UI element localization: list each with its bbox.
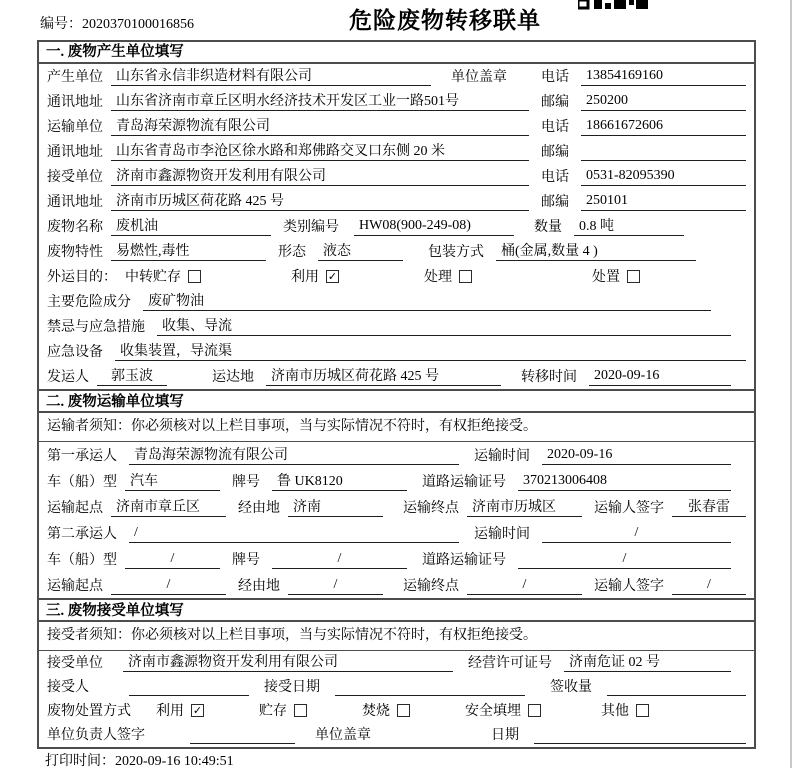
transport-time1-label: 运输时间: [474, 449, 530, 464]
waste-character-label: 废物特性: [47, 245, 103, 260]
accept-unit-value: 济南市鑫源物资开发利用有限公司: [123, 651, 453, 672]
transporter-sign2-label: 运输人签字: [594, 579, 664, 594]
route-end2-value: /: [467, 577, 582, 595]
vehicle-type2-label: 车（船）型: [47, 553, 117, 568]
page-edge-line: [790, 0, 792, 768]
receiver-zip-value: 250101: [581, 193, 746, 211]
emergency-equipment-row: [39, 339, 754, 364]
second-carrier-row: [39, 520, 754, 546]
accept-unit-row: [39, 651, 754, 675]
waste-name-row: [39, 214, 754, 239]
checkbox-disposal-incineration: [397, 704, 410, 717]
destination-label: 运达地: [212, 370, 254, 385]
document-number-label: 编号：: [40, 17, 82, 32]
waste-qty-value: 0.8 吨: [574, 215, 684, 236]
transfer-purpose-label: 外运目的：: [47, 270, 117, 285]
waste-qty-label: 数量: [534, 220, 562, 235]
accept-date-label: 接受日期: [264, 680, 320, 695]
checkbox-transfer-storage: [188, 270, 201, 283]
purpose-option-label: 利用: [291, 270, 319, 285]
destination-value: 济南市历城区荷花路 425 号: [266, 365, 501, 386]
disposal-option-landfill: [465, 700, 541, 720]
signed-qty-label: 签收量: [550, 680, 592, 695]
plate1-value: 鲁 UK8120: [272, 470, 407, 491]
route-via1-value: 济南: [288, 496, 383, 517]
section1-header: 一. 废物产生单位填写: [39, 42, 754, 64]
transfer-time-value: 2020-09-16: [589, 368, 731, 386]
document-number-value: 2020370100016856: [82, 17, 194, 32]
receiver-address-value: 济南市历城区荷花路 425 号: [111, 190, 529, 211]
producer-address-row: [39, 89, 754, 114]
checkbox-reuse: ✓: [327, 269, 338, 283]
sender-name-value: 郭玉波: [97, 365, 167, 386]
waste-character-value: 易燃性,毒性: [111, 240, 266, 261]
producer-zip-value: 250200: [581, 93, 746, 111]
qr-code-fragment: [578, 0, 650, 10]
disposal-method-row: [39, 699, 754, 723]
waste-form-value: 液态: [318, 240, 403, 261]
business-permit-value: 济南危证 02 号: [564, 651, 731, 672]
purpose-option-transfer-storage: [125, 266, 201, 286]
seal-date-label: 日期: [491, 728, 519, 743]
business-permit-label: 经营许可证号: [468, 656, 552, 671]
emergency-equipment-value: 收集装置，导流渠: [115, 340, 746, 361]
disposal-option-storage: [259, 700, 307, 720]
road-permit2-label: 道路运输证号: [422, 553, 506, 568]
disposal-option-label: 焚烧: [362, 704, 390, 719]
disposal-option-label: 贮存: [259, 704, 287, 719]
route-start2-label: 运输起点: [47, 579, 103, 594]
waste-form-label: 形态: [278, 245, 306, 260]
transporter-row: [39, 114, 754, 139]
transporter-label: 运输单位: [47, 120, 103, 135]
transporter-phone-label: 电话: [541, 120, 569, 135]
vehicle-type1-value: 汽车: [125, 470, 220, 491]
route-start2-value: /: [111, 577, 226, 595]
producer-address-label: 通讯地址: [47, 95, 103, 110]
waste-pack-value: 桶(金属,数量 4 ): [496, 240, 696, 261]
transporter-sign1-value: 张春雷: [672, 496, 746, 517]
unit-seal-label: 单位盖章: [315, 728, 371, 743]
checkbox-disposal: [627, 270, 640, 283]
route-via2-label: 经由地: [238, 579, 280, 594]
route-start1-label: 运输起点: [47, 501, 103, 516]
receiver-phone-label: 电话: [541, 170, 569, 185]
receiver-notice: 接受者须知：你必须核对以上栏目事项，当与实际情况不符时，有权拒绝接受。: [39, 622, 754, 651]
route-start1-value: 济南市章丘区: [111, 496, 226, 517]
transporter-address-row: [39, 139, 754, 164]
producer-phone-label: 电话: [541, 70, 569, 85]
checkbox-disposal-storage: [294, 704, 307, 717]
plate2-value: /: [272, 551, 407, 569]
producer-seal-label: 单位盖章: [451, 70, 507, 85]
route-via2-value: /: [288, 577, 383, 595]
waste-code-label: 类别编号: [283, 220, 339, 235]
transporter-name-value: 青岛海荣源物流有限公司: [111, 115, 529, 136]
producer-row: [39, 64, 754, 89]
waste-character-row: [39, 239, 754, 264]
disposal-option-label: 利用: [156, 704, 184, 719]
disposal-option-reuse: [156, 700, 204, 720]
route2-row: [39, 572, 754, 598]
print-time-value: 2020-09-16 10:49:51: [115, 754, 234, 768]
disposal-option-other: [601, 700, 649, 720]
purpose-option-treatment: [424, 266, 472, 286]
purpose-option-disposal: [592, 266, 640, 286]
disposal-method-label: 废物处置方式: [47, 704, 131, 719]
acceptor-row: [39, 675, 754, 699]
transport-time1-value: 2020-09-16: [542, 447, 731, 465]
transporter-zip-value: [581, 143, 746, 161]
second-carrier-label: 第二承运人: [47, 527, 117, 542]
route-end1-value: 济南市历城区: [467, 496, 582, 517]
receiver-row: [39, 164, 754, 189]
hazard-component-value: 废矿物油: [143, 290, 711, 311]
producer-label: 产生单位: [47, 70, 103, 85]
route-end1-label: 运输终点: [403, 501, 459, 516]
first-carrier-row: [39, 442, 754, 468]
waste-pack-label: 包装方式: [428, 245, 484, 260]
route-end2-label: 运输终点: [403, 579, 459, 594]
sender-label: 发运人: [47, 370, 89, 385]
first-carrier-value: 青岛海荣源物流有限公司: [129, 444, 459, 465]
acceptor-label: 接受人: [47, 680, 89, 695]
transfer-time-label: 转移时间: [521, 370, 577, 385]
responsible-signature-row: [39, 723, 754, 747]
disposal-option-label: 其他: [601, 704, 629, 719]
transfer-purpose-row: [39, 264, 754, 289]
responsible-signature-label: 单位负责人签字: [47, 728, 145, 743]
vehicle2-row: [39, 546, 754, 572]
waste-code-value: HW08(900-249-08): [354, 218, 514, 236]
purpose-option-label: 处理: [424, 270, 452, 285]
route1-row: [39, 494, 754, 520]
checkbox-disposal-reuse: ✓: [192, 703, 203, 717]
transporter-sign2-value: /: [672, 577, 746, 595]
responsible-signature-value: [190, 726, 295, 744]
emergency-equipment-label: 应急设备: [47, 345, 103, 360]
accept-unit-label: 接受单位: [47, 656, 103, 671]
plate2-label: 牌号: [232, 553, 260, 568]
transporter-address-value: 山东省青岛市李沧区徐水路和郑佛路交叉口东侧 20 米: [111, 140, 529, 161]
document-header: [0, 0, 796, 40]
transporter-zip-label: 邮编: [541, 145, 569, 160]
vehicle-type1-label: 车（船）型: [47, 475, 117, 490]
checkbox-disposal-landfill: [528, 704, 541, 717]
receiver-address-label: 通讯地址: [47, 195, 103, 210]
taboo-measures-value: 收集、导流: [157, 315, 731, 336]
producer-phone-value: 13854169160: [581, 68, 746, 86]
purpose-option-reuse: [291, 266, 339, 286]
transporter-sign1-label: 运输人签字: [594, 501, 664, 516]
print-time-label: 打印时间：: [45, 754, 115, 768]
road-permit1-value: 370213006408: [518, 473, 731, 491]
print-time: [45, 750, 234, 768]
road-permit1-label: 道路运输证号: [422, 475, 506, 490]
purpose-option-label: 中转贮存: [125, 270, 181, 285]
accept-date-value: [335, 678, 525, 696]
disposal-option-label: 安全填埋: [465, 704, 521, 719]
sender-row: [39, 364, 754, 389]
hazard-component-label: 主要危险成分: [47, 295, 131, 310]
producer-address-value: 山东省济南市章丘区明水经济技术开发区工业一路501号: [111, 90, 529, 111]
signed-qty-value: [607, 678, 746, 696]
transporter-notice: 运输者须知：你必须核对以上栏目事项，当与实际情况不符时，有权拒绝接受。: [39, 413, 754, 442]
taboo-measures-label: 禁忌与应急措施: [47, 320, 145, 335]
receiver-name-value: 济南市鑫源物资开发利用有限公司: [111, 165, 529, 186]
producer-name-value: 山东省永信非织造材料有限公司: [111, 65, 431, 86]
road-permit2-value: /: [518, 551, 731, 569]
receiver-address-row: [39, 189, 754, 214]
transporter-phone-value: 18661672606: [581, 118, 746, 136]
manifest-form: [37, 40, 756, 749]
seal-date-value: [534, 726, 746, 744]
document-title: 危险废物转移联单: [349, 8, 541, 33]
second-carrier-value: /: [129, 525, 459, 543]
waste-name-value: 废机油: [111, 215, 271, 236]
plate1-label: 牌号: [232, 475, 260, 490]
receiver-label: 接受单位: [47, 170, 103, 185]
disposal-option-incineration: [362, 700, 410, 720]
taboo-measures-row: [39, 314, 754, 339]
section3-header: 三. 废物接受单位填写: [39, 598, 754, 622]
receiver-phone-value: 0531-82095390: [581, 168, 746, 186]
hazard-component-row: [39, 289, 754, 314]
transport-time2-label: 运输时间: [474, 527, 530, 542]
first-carrier-label: 第一承运人: [47, 449, 117, 464]
checkbox-treatment: [459, 270, 472, 283]
waste-name-label: 废物名称: [47, 220, 103, 235]
transporter-address-label: 通讯地址: [47, 145, 103, 160]
purpose-option-label: 处置: [592, 270, 620, 285]
producer-zip-label: 邮编: [541, 95, 569, 110]
section2-header: 二. 废物运输单位填写: [39, 389, 754, 413]
route-via1-label: 经由地: [238, 501, 280, 516]
checkbox-disposal-other: [636, 704, 649, 717]
vehicle-type2-value: /: [125, 551, 220, 569]
acceptor-value: [129, 678, 249, 696]
vehicle1-row: [39, 468, 754, 494]
transport-time2-value: /: [542, 525, 731, 543]
receiver-zip-label: 邮编: [541, 195, 569, 210]
